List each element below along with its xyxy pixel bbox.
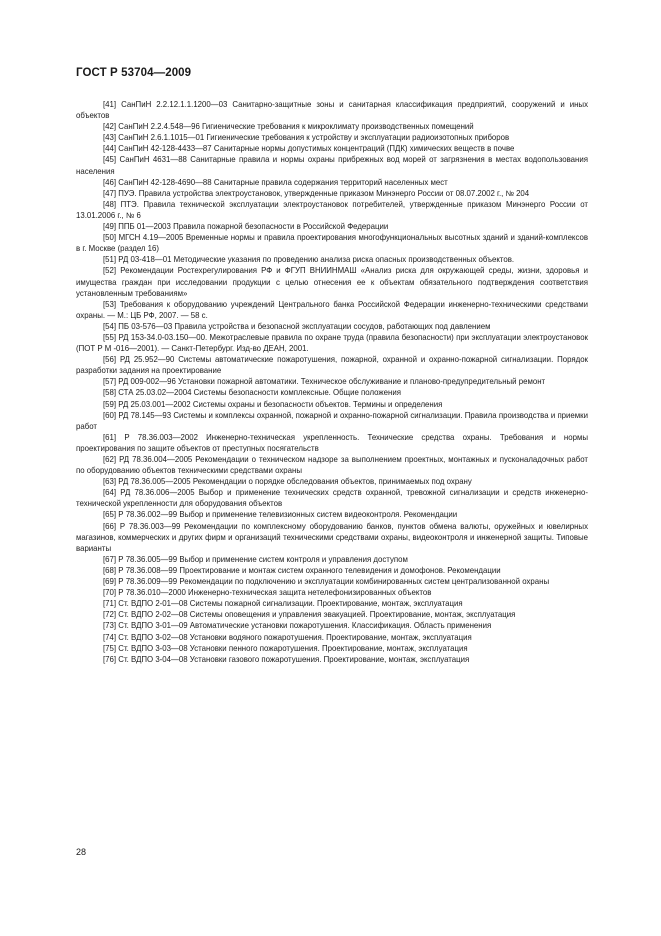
reference-text: ПБ 03-576—03 Правила устройства и безопасной эксплуатации сосудов, работающих под давлением (118, 321, 491, 331)
reference-item (76, 576, 588, 587)
reference-text: СанПиН 4631—88 Санитарные правила и нормы охраны прибрежных вод морей от загрязнения в местах водопользования населения (76, 155, 588, 176)
reference-number: [61] (103, 432, 117, 442)
reference-number: [53] (103, 299, 117, 309)
reference-item (76, 177, 588, 188)
reference-number: [51] (103, 255, 117, 265)
reference-item (76, 654, 588, 665)
reference-item (76, 476, 588, 487)
reference-item (76, 265, 588, 298)
reference-text: СанПиН 2.2.12.1.1.1200—03 Санитарно-защитные зоны и санитарная классификация предприятий, сооружений и иных объектов (76, 100, 588, 121)
reference-item (76, 487, 588, 509)
reference-number: [65] (103, 510, 117, 520)
reference-text: СанПиН 2.6.1.1015—01 Гигиенические требования к устройству и эксплуатации радиоизотопных приборов (118, 133, 510, 143)
reference-item (76, 188, 588, 199)
reference-number: [68] (103, 565, 117, 575)
reference-text: Ст. ВДПО 2-02—08 Системы оповещения и управления эвакуацией. Проектирование, монтаж, эксплуатация (118, 610, 516, 620)
page-number: 28 (76, 847, 87, 857)
reference-number: [66] (103, 521, 117, 531)
reference-text: РД 009-002—96 Установки пожарной автоматики. Техническое обслуживание и планово-предупредительный ремонт (118, 377, 546, 387)
reference-text: ПУЭ. Правила устройства электроустановок, утвержденные приказом Минэнерго России от 08.07.2002 г., № 204 (118, 188, 530, 198)
reference-number: [50] (103, 233, 117, 243)
reference-text: Р 78.36.003—99 Рекомендации по комплексному оборудованию банков, пунктов обмена валюты, оружейных и ювелирных магазинов, коммерческих и других фирм и организаций техническими средствами охраны, видеоконтроля и инженерной защиты. Типовые варианты (76, 521, 588, 553)
reference-text: ПТЭ. Правила технической эксплуатации электроустановок потребителей, утвержденные приказом Минэнерго России от 13.01.2006 г., № 6 (76, 199, 588, 220)
reference-number: [55] (103, 332, 117, 342)
reference-text: Р 78.36.009—99 Рекомендации по подключению и эксплуатации комбинированных систем централизованной охраны (118, 577, 550, 587)
reference-item (76, 232, 588, 254)
reference-item (76, 410, 588, 432)
reference-text: РД 03-418—01 Методические указания по проведению анализа риска опасных производственных объектов. (118, 255, 515, 265)
reference-item (76, 354, 588, 376)
reference-item (76, 565, 588, 576)
reference-number: [67] (103, 554, 117, 564)
reference-item (76, 376, 588, 387)
reference-item (76, 132, 588, 143)
reference-text: Рекомендации Ростехрегулирования РФ и ФГУП ВНИИНМАШ «Анализ риска для окружающей среды, жизни, здоровья и имущества граждан при исследовании продукции с целью отнесения ее к объектам обязательного подтверждения соответствия установленным требованиям» (76, 266, 588, 298)
reference-text: СанПиН 42-128-4690—88 Санитарные правила содержания территорий населенных мест (118, 177, 448, 187)
reference-number: [73] (103, 621, 117, 631)
reference-item (76, 299, 588, 321)
reference-number: [63] (103, 477, 117, 487)
reference-number: [64] (103, 488, 117, 498)
reference-item (76, 509, 588, 520)
reference-item (76, 399, 588, 410)
reference-text: РД 25.03.001—2002 Системы охраны и безопасности объектов. Термины и определения (118, 399, 443, 409)
reference-text: РД 78.145—93 Системы и комплексы охранной, пожарной и охранно-пожарной сигнализации. Правила производства и приемки работ (76, 410, 588, 431)
reference-item (76, 521, 588, 554)
reference-number: [56] (103, 355, 117, 365)
reference-item (76, 432, 588, 454)
reference-number: [47] (103, 188, 117, 198)
reference-item (76, 632, 588, 643)
reference-number: [52] (103, 266, 117, 276)
reference-item (76, 154, 588, 176)
document-header-title: ГОСТ Р 53704—2009 (76, 67, 192, 79)
reference-text: ППБ 01—2003 Правила пожарной безопасности в Российской Федерации (118, 222, 389, 232)
reference-item (76, 321, 588, 332)
reference-item (76, 332, 588, 354)
reference-number: [74] (103, 632, 117, 642)
reference-number: [58] (103, 388, 117, 398)
reference-number: [72] (103, 610, 117, 620)
reference-number: [48] (103, 199, 117, 209)
reference-number: [43] (103, 133, 117, 143)
reference-item (76, 587, 588, 598)
reference-number: [41] (103, 100, 117, 109)
reference-text: Р 78.36.010—2000 Инженерно-техническая защита нетелефонизированных объектов (118, 588, 432, 598)
reference-item (76, 387, 588, 398)
reference-number: [76] (103, 654, 117, 664)
reference-text: РД 25.952—90 Системы автоматические пожаротушения, пожарной, охранной и охранно-пожарной сигнализации. Порядок разработки задания на проектирование (76, 355, 588, 376)
reference-text: СанПиН 2.2.4.548—96 Гигиенические требования к микроклимату производственных помещений (118, 122, 474, 132)
reference-number: [54] (103, 321, 117, 331)
reference-item (76, 254, 588, 265)
reference-number: [57] (103, 377, 117, 387)
reference-number: [75] (103, 643, 117, 653)
reference-number: [70] (103, 588, 117, 598)
reference-text: Р 78.36.003—2002 Инженерно-техническая укрепленность. Технические средства охраны. Требования и нормы проектирования по защите объектов от преступных посягательств (76, 432, 589, 453)
reference-text: Р 78.36.008—99 Проектирование и монтаж систем охранного телевидения и домофонов. Рекомендации (118, 565, 501, 575)
reference-text: Ст. ВДПО 3-04—08 Установки газового пожаротушения. Проектирование, монтаж, эксплуатация (118, 654, 470, 664)
reference-item (76, 554, 588, 565)
reference-item (76, 454, 588, 476)
reference-number: [46] (103, 177, 117, 187)
reference-item (76, 598, 588, 609)
reference-text: РД 78.36.006—2005 Выбор и применение технических средств охранной, тревожной сигнализации и средств инженерно-технической укрепленности для оборудования объектов (76, 488, 588, 509)
reference-text: СанПиН 42-128-4433—87 Санитарные нормы допустимых концентраций (ПДК) химических веществ в почве (118, 144, 515, 154)
reference-number: [60] (103, 410, 117, 420)
reference-text: СТА 25.03.02—2004 Системы безопасности комплексные. Общие положения (118, 388, 401, 398)
reference-item (76, 121, 588, 132)
reference-item (76, 643, 588, 654)
reference-number: [44] (103, 144, 117, 154)
reference-number: [71] (103, 599, 117, 609)
reference-text: РД 78.36.004—2005 Рекомендации о техническом надзоре за выполнением проектных, монтажных и пусконаладочных работ по оборудованию объектов техническими средствами охраны (76, 455, 588, 476)
reference-number: [59] (103, 399, 117, 409)
reference-text: Ст. ВДПО 3-03—08 Установки пенного пожаротушения. Проектирование, монтаж, эксплуатация (118, 643, 468, 653)
reference-item (76, 99, 588, 121)
reference-text: Р 78.36.002—99 Выбор и применение телевизионных систем видеоконтроля. Рекомендации (118, 510, 458, 520)
reference-text: МГСН 4.19—2005 Временные нормы и правила проектирования многофункциональных высотных зданий и зданий-комплексов в г. Москве (раздел 16) (76, 233, 588, 254)
reference-number: [49] (103, 222, 117, 232)
reference-number: [69] (103, 577, 117, 587)
reference-item (76, 143, 588, 154)
reference-text: Требования к оборудованию учреждений Центрального банка Российской Федерации инженерно-техническими средствами охраны. — М.: ЦБ РФ, 2007. — 58 с. (76, 299, 588, 320)
reference-number: [62] (103, 455, 117, 464)
reference-number: [45] (103, 155, 117, 165)
reference-item (76, 199, 588, 221)
reference-item (76, 609, 588, 620)
reference-text: Ст. ВДПО 3-02—08 Установки водяного пожаротушения. Проектирование, монтаж, эксплуатация (118, 632, 472, 642)
reference-text: РД 78.36.005—2005 Рекомендации о порядке обследования объектов, принимаемых под охрану (118, 477, 472, 487)
reference-text: Р 78.36.005—99 Выбор и применение систем контроля и управления доступом (118, 554, 408, 564)
reference-text: Ст. ВДПО 3-01—09 Автоматические установки пожаротушения. Классификация. Область применения (118, 621, 492, 631)
reference-item (76, 221, 588, 232)
reference-text: РД 153-34.0-03.150—00. Межотраслевые правила по охране труда (правила безопасности) при эксплуатации электроустановок (ПОТ Р М -016—2001). — Санкт-Петербург. Изд-во ДЕАН, 2001. (76, 332, 588, 354)
reference-item (76, 620, 588, 631)
bibliography-list (76, 99, 588, 665)
reference-number: [42] (103, 122, 117, 132)
reference-text: Ст. ВДПО 2-01—08 Системы пожарной сигнализации. Проектирование, монтаж, эксплуатация (118, 599, 463, 609)
